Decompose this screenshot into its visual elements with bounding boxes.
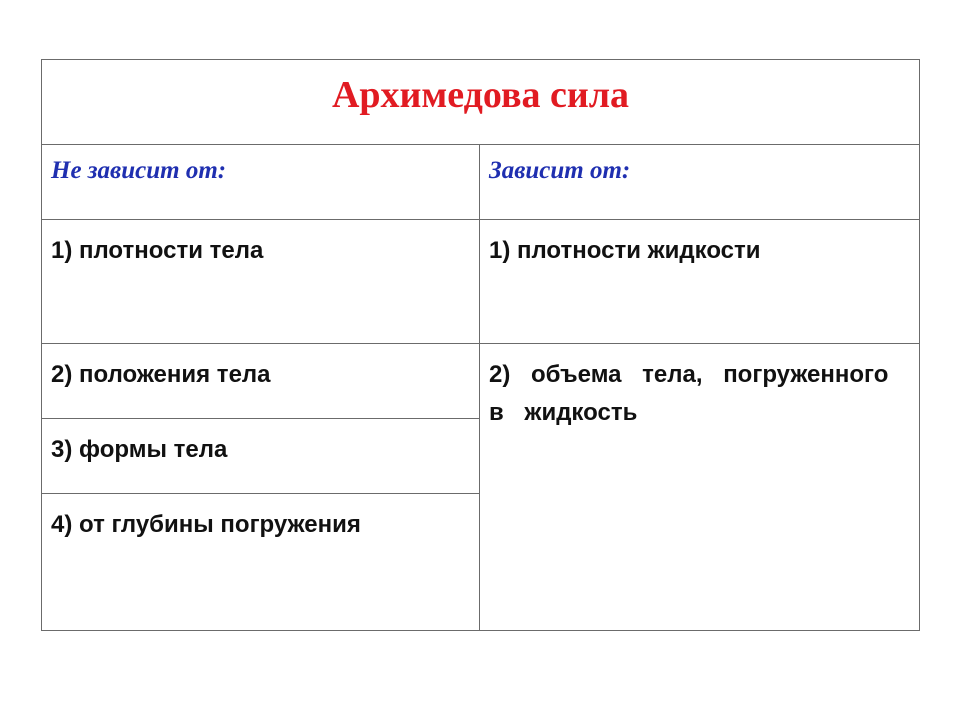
left-item-2: 2) положения тела (51, 361, 271, 388)
title-cell (42, 60, 920, 145)
right-item-cell-2 (480, 344, 920, 631)
right-item-cell-1 (480, 220, 920, 344)
left-item-1: 1) плотности тела (51, 237, 264, 264)
left-item-3: 3) формы тела (51, 436, 228, 463)
left-item-4: 4) от глубины погружения (51, 511, 361, 538)
left-item-cell-4 (42, 494, 480, 631)
left-header-cell (42, 145, 480, 220)
left-item-cell-3 (42, 419, 480, 494)
left-item-cell-2 (42, 344, 480, 419)
right-header-cell (480, 145, 920, 220)
left-column-header: Не зависит от: (51, 157, 227, 184)
table-title: Архимедова сила (331, 74, 630, 116)
left-item-cell-1 (42, 220, 480, 344)
right-item-1: 1) плотности жидкости (489, 237, 761, 264)
archimedes-force-table (41, 59, 920, 631)
right-item-2: 2) объема тела, погруженного в жидкость (489, 361, 889, 426)
right-column-header: Зависит от: (489, 157, 631, 184)
